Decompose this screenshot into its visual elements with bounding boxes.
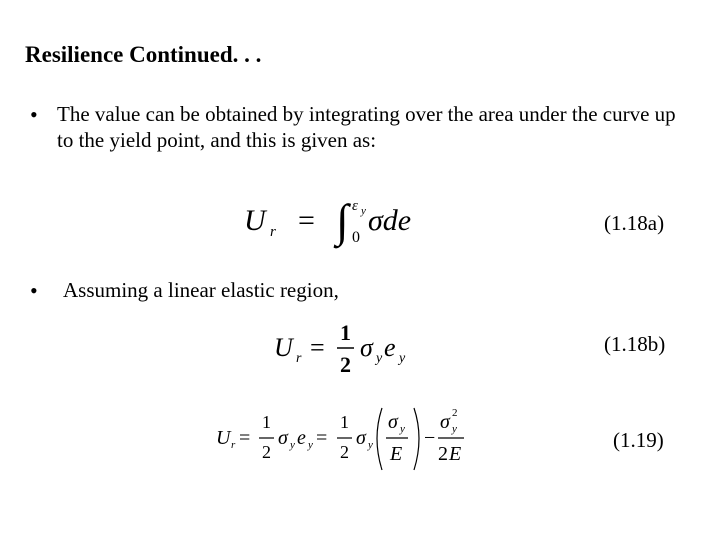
- svg-text:y: y: [290, 439, 295, 451]
- svg-text:2: 2: [452, 407, 458, 419]
- svg-text:y: y: [368, 439, 373, 451]
- bullet-text-integration: The value can be obtained by integrating over the area under the curve up to the yield point, and this is given as:: [57, 102, 676, 152]
- svg-text:1: 1: [340, 320, 351, 345]
- svg-text:E: E: [390, 443, 403, 465]
- svg-text:e: e: [384, 333, 396, 362]
- svg-text:y: y: [452, 423, 457, 435]
- bullet-text-linear-elastic: Assuming a linear elastic region,: [63, 278, 339, 302]
- svg-text:σ: σ: [360, 333, 373, 362]
- svg-text:r: r: [296, 351, 302, 366]
- svg-text:ε: ε: [352, 198, 358, 214]
- equation-1-18a: [240, 192, 470, 257]
- svg-text:y: y: [308, 439, 313, 451]
- svg-text:y: y: [376, 351, 383, 366]
- bullet-marker: •: [30, 278, 38, 303]
- svg-text:e: e: [297, 427, 306, 449]
- equation-1-19: [212, 400, 482, 485]
- equation-label-1-18b: (1.18b): [604, 332, 666, 356]
- slide-title: Resilience Continued. . .: [25, 42, 262, 67]
- svg-text:E: E: [449, 443, 462, 465]
- svg-text:U: U: [274, 333, 293, 362]
- svg-text:2: 2: [340, 442, 349, 462]
- svg-text:y: y: [399, 351, 406, 366]
- svg-text:1: 1: [340, 412, 349, 432]
- svg-text:∫: ∫: [336, 195, 349, 246]
- svg-text:=: =: [239, 427, 251, 449]
- svg-text:−: −: [424, 427, 436, 449]
- equation-1-18b: [270, 318, 430, 383]
- svg-text:1: 1: [262, 412, 271, 432]
- svg-text:0: 0: [352, 229, 360, 246]
- equation-label-1-19: (1.19): [613, 428, 664, 452]
- svg-text:=: =: [316, 427, 328, 449]
- svg-text:σ: σ: [388, 411, 398, 433]
- svg-text:σ: σ: [440, 411, 450, 433]
- equation-label-1-18a: (1.18a): [604, 211, 665, 235]
- svg-text:σde: σde: [368, 204, 412, 237]
- bullet-marker: •: [30, 102, 38, 127]
- svg-text:y: y: [400, 423, 405, 435]
- svg-text:y: y: [361, 205, 366, 217]
- svg-text:2: 2: [340, 352, 351, 377]
- svg-text:U: U: [244, 204, 266, 237]
- svg-text:=: =: [310, 333, 325, 362]
- svg-text:2: 2: [262, 442, 271, 462]
- svg-text:r: r: [270, 224, 276, 240]
- svg-text:r: r: [231, 439, 236, 451]
- svg-text:σ: σ: [356, 427, 366, 449]
- svg-text:U: U: [216, 427, 231, 449]
- svg-text:σ: σ: [278, 427, 288, 449]
- svg-text:=: =: [298, 204, 315, 237]
- svg-text:2: 2: [438, 443, 448, 465]
